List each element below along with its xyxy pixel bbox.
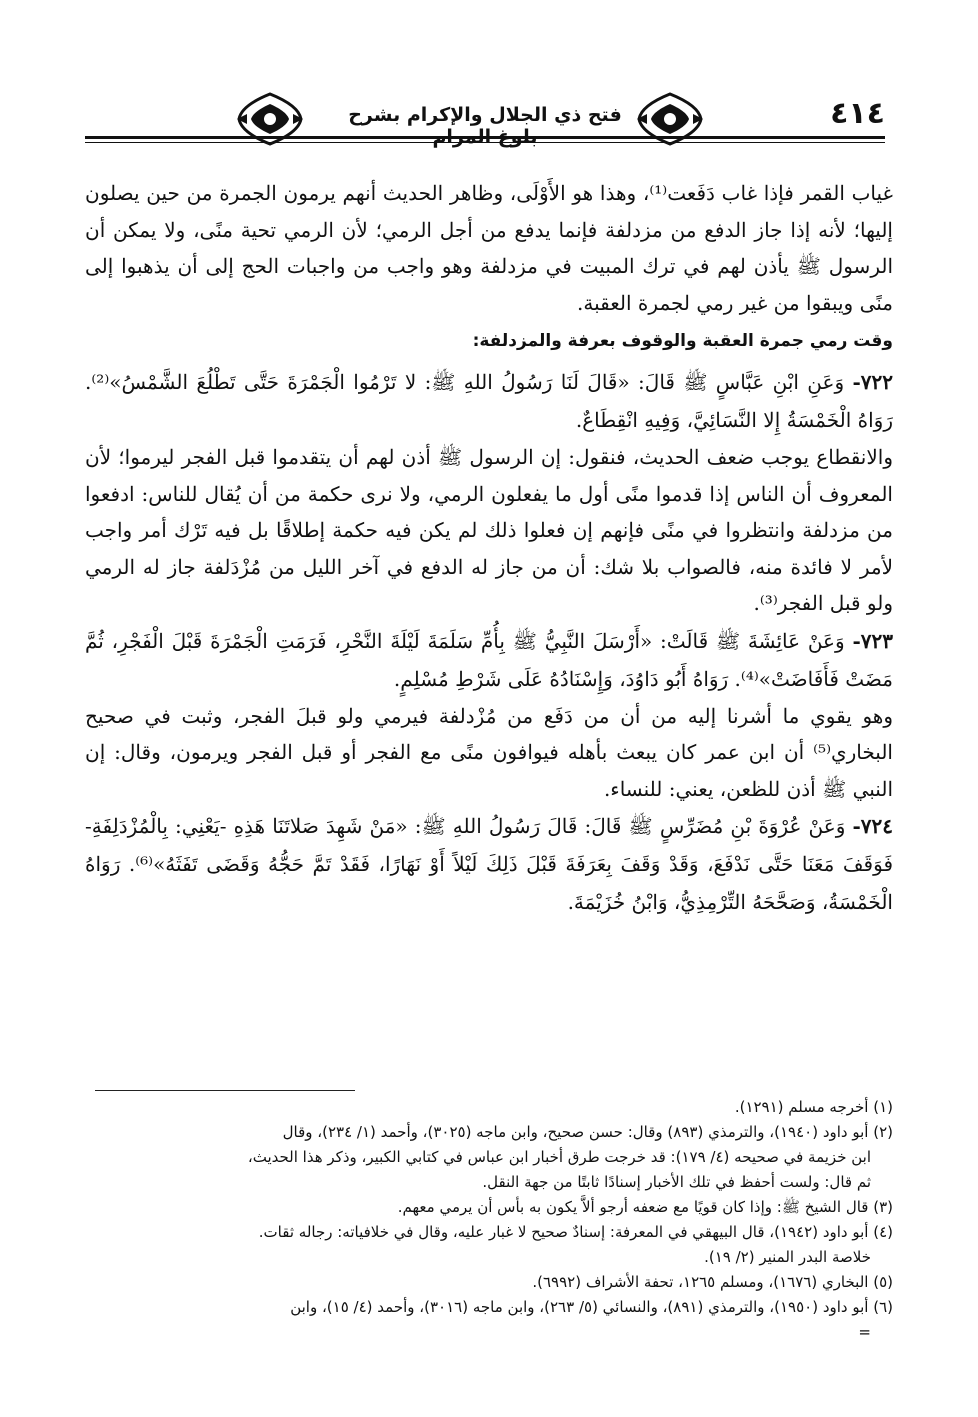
- hadith-number: ٧٢٤-: [852, 814, 894, 838]
- footnote-line: (٢) أبو داود (١٩٤٠)، والترمذي (٨٩٣) وقال: حسن صحيح، وابن ماجه (٣٠٢٥)، وأحمد (١/ ٢٣٤)، وقال: [282, 1123, 893, 1141]
- footnote-1: (١) أخرجه مسلم (١٢٩١).: [734, 1098, 893, 1116]
- footnote-2: [85, 1120, 893, 1195]
- main-text: [85, 175, 893, 921]
- footnote-3: (٣) قال الشيخ ﷺ: وإذا كان قويًا مع ضعفه أرجو ألاَّ يكون به بأس أن يرمي معهم.: [397, 1198, 893, 1216]
- continuation-mark: =: [858, 1323, 871, 1341]
- hadith-text: وَعَنِ ابْنِ عَبَّاسٍ ﷺ قَالَ: «قَالَ لَنَا رَسُولُ اللهِ ﷺ: لا تَرْمُوا الْجَمْرَةَ حَتَّى تَطْلُعَ الشَّمْسُ»⁽²⁾. رَوَاهُ الْخَمْسَةُ إِلا النَّسَائِيَّ، وَفِيهِ انْقِطَاعٌ.: [85, 370, 893, 432]
- footnote-line: ثم قال: ولست أحفظ في تلك الأخبار إسنادًا ثابتًا من جهة النقل.: [482, 1173, 871, 1191]
- hadith-number: ٧٢٣-: [852, 628, 893, 653]
- header-rule: [85, 136, 885, 139]
- paragraph: والانقطاع يوجب ضعف الحديث، فنقول: إن الرسول ﷺ أذن لهم أن يتقدموا قبل الفجر ليرموا؛ لأن المعروف أن الناس إذا قدموا منًى أول ما يفعلون الرمي، ولا نرى حكمة من أن يُقال للناس: ادفعوا من مزدلفة وانتظروا في منًى فإنهم إن فعلوا ذلك لم يكن فيه حكمة إطلاقًا بل فيه تَرْك أمر واجب لأمر لا فائدة منه، فالصواب بلا شك: أن من جاز له الدفع في آخر الليل من مُزْدَلفة جاز له الرمي ولو قبل الفجر⁽³⁾.: [85, 445, 894, 615]
- page-number: ٤١٤: [830, 96, 885, 131]
- header-rule-thin: [85, 142, 885, 143]
- hadith-text: وَعَنْ عَائِشَةَ ﷺ قَالَتْ: «أَرْسَلَ النَّبِيُّ ﷺ بِأُمِّ سَلَمَةَ لَيْلَةَ النَّحْرِ، فَرَمَتِ الْجَمْرَةَ قَبْلَ الْفَجْرِ، ثُمَّ مَضَتْ فَأَفَاضَتْ»⁽⁴⁾. رَوَاهُ أَبُو دَاوُدَ، وَإِسْنَادُهُ عَلَى شَرْطِ مُسْلِمٍ.: [85, 628, 893, 691]
- hadith-723: [85, 622, 893, 698]
- paragraph: غياب القمر فإذا غاب دَفَعت⁽¹⁾، وهذا هو الأَوْلَى، وظاهر الحديث أنهم يرمون الجمرة من حين يصلون إليها؛ لأنه إذا جاز الدفع من مزدلفة فإنما يدفع من أجل الرمي؛ لأن الرمي تحية منًى، ولا يمكن أن الرسول ﷺ يأذن لهم في ترك المبيت في مزدلفة وهو واجب من واجبات الحج إلى أن يذهبوا إلى منًى ويبقوا من غير رمي لجمرة العقبة.: [85, 181, 894, 315]
- running-title: فتح ذي الجلال والإكرام بشرح بلوغ المرام: [348, 104, 622, 148]
- hadith-724: [85, 807, 893, 921]
- footnote-line: (٦) أبو داود (١٩٥٠)، والترمذي (٨٩١)، والنسائي (٥/ ٢٦٣)، وابن ماجه (٣٠١٦)، وأحمد (٤/ ١٥)، وابن: [290, 1298, 893, 1316]
- footnote-6: [85, 1295, 893, 1345]
- hadith-text: وَعَنْ عُرْوَةَ بْنِ مُضَرِّسٍ ﷺ قَالَ: قَالَ رَسُولُ اللهِ ﷺ: «مَنْ شَهِدَ صَلاتَنَا هَذِهِ -يَعْنِي: بِالْمُزْدَلِفَةِ- فَوَقَفَ مَعَنَا حَتَّى نَدْفَعَ، وَقَدْ وَقَفَ بِعَرَفَةَ قَبْلَ ذَلِكَ لَيْلاً أَوْ نَهَارًا، فَقَدْ تَمَّ حَجُّهُ وَقَضَى تَفَثَهُ»⁽⁶⁾. رَوَاهُ الْخَمْسَةُ، وَصَحَّحَهُ التِّرْمِذِيُّ، وَابْنُ خُزَيْمَةَ.: [85, 814, 894, 914]
- footnote-line: خلاصة البدر المنير (٢/ ١٩).: [704, 1248, 871, 1266]
- footnote-line: ابن خزيمة في صحيحه (٤/ ١٧٩): قد خرجت طرق أخبار ابن عباس في كتابي الكبير، وذكر هذا الحديث،: [247, 1148, 871, 1166]
- ornament-left-icon: [235, 90, 305, 148]
- ornament-right-icon: [635, 90, 705, 148]
- footnote-4: [85, 1220, 893, 1270]
- hadith-number: ٧٢٢-: [852, 370, 894, 394]
- footnote-separator: [95, 1090, 355, 1091]
- section-title: وقت رمي جمرة العقبة والوقوف بعرفة والمزدلفة:: [472, 331, 893, 351]
- paragraph: وهو يقوي ما أشرنا إليه من أن من دَفَع من مُزْدلفة فيرمي ولو قبلَ الفجر، وثبت في صحيح البخاري⁽⁵⁾ أن ابن عمر كان يبعث بأهله فيوافون منًى مع الفجر أو قبل الفجر ويرمون، وقال: إن النبي ﷺ أذن للظعن، يعني: للنساء.: [85, 703, 893, 801]
- footnotes: [85, 1095, 893, 1345]
- footnote-line: (٤) أبو داود (١٩٤٢)، قال البيهقي في المعرفة: إسنادٌ صحيح لا غبار عليه، وقال في خلافياته: رجاله ثقات.: [258, 1223, 893, 1241]
- hadith-722: [85, 363, 893, 439]
- footnote-5: (٥) البخاري (١٦٧٦)، ومسلم ١٢٦٥، تحفة الأشراف (٦٩٩٢).: [532, 1273, 893, 1291]
- page-header: [85, 88, 885, 168]
